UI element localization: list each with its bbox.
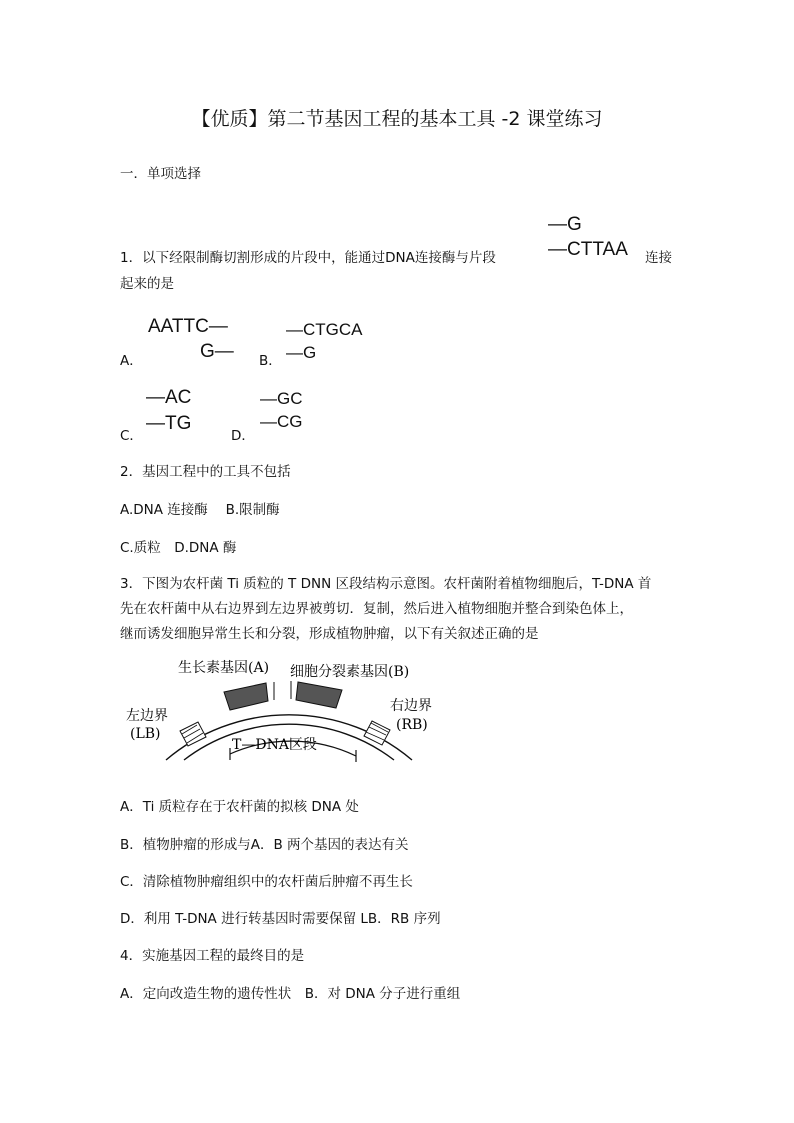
right-border-label: 右边界	[390, 698, 432, 714]
q3-option-b: B．植物肿瘤的形成与A．B 两个基因的表达有关	[120, 837, 409, 853]
q1-option-c-top: —AC	[146, 387, 192, 408]
left-border-abbr: (LB)	[130, 726, 161, 742]
gene-a-block	[224, 683, 268, 710]
page-title: 【优质】第二节基因工程的基本工具 -2 课堂练习	[191, 108, 603, 130]
gene-a-label: 生长素基因(A)	[178, 660, 270, 676]
q1-option-d-bottom: —CG	[260, 412, 303, 431]
q1-option-c-label: C．	[120, 428, 143, 444]
q2-options-line1: A.DNA 连接酶 B.限制酶	[120, 502, 280, 518]
q2-text: 2．基因工程中的工具不包括	[120, 464, 291, 480]
right-border-abbr: (RB)	[396, 717, 428, 733]
q1-option-b-top: —CTGCA	[286, 320, 363, 339]
q4-text: 4．实施基因工程的最终目的是	[120, 948, 305, 964]
q1-fragment-top: —G	[548, 214, 582, 235]
q3-text-line3: 继而诱发细胞异常生长和分裂，形成植物肿瘤，以下有关叙述正确的是	[120, 626, 539, 642]
q1-text-part2: 连接	[645, 250, 672, 266]
gene-b-block	[296, 682, 342, 708]
q1-option-a-label: A．	[120, 353, 143, 369]
q1-option-d-top: —GC	[260, 389, 303, 408]
ti-plasmid-diagram	[120, 652, 450, 764]
left-border-label: 左边界	[126, 708, 168, 724]
q1-text-part1: 1．以下经限制酶切割形成的片段中，能通过DNA连接酶与片段	[120, 250, 496, 266]
q4-options-line1: A．定向改造生物的遗传性状 B．对 DNA 分子进行重组	[120, 986, 461, 1002]
q1-option-c-bottom: —TG	[146, 413, 192, 434]
q3-text-line2: 先在农杆菌中从右边界到左边界被剪切．复制，然后进入植物细胞并整合到染色体上，	[120, 601, 633, 617]
q1-option-a-bottom: G—	[200, 341, 234, 362]
q1-fragment-bottom: —CTTAA	[548, 239, 628, 260]
q1-option-a-top: AATTC—	[148, 316, 228, 337]
q1-option-b-bottom: —G	[286, 343, 317, 362]
q3-option-a: A．Ti 质粒存在于农杆菌的拟核 DNA 处	[120, 799, 359, 815]
q2-options-line2: C.质粒 D.DNA 酶	[120, 540, 237, 556]
q1-option-b-label: B．	[259, 353, 282, 369]
section-heading: 一．单项选择	[120, 166, 201, 182]
q3-option-c: C．清除植物肿瘤组织中的农杆菌后肿瘤不再生长	[120, 874, 413, 890]
t-dna-region-label: T—DNA区段	[232, 737, 317, 753]
q1-option-d-label: D．	[231, 428, 255, 444]
gene-b-label: 细胞分裂素基因(B)	[290, 664, 410, 680]
q1-text-line2: 起来的是	[120, 276, 174, 292]
q3-option-d: D．利用 T-DNA 进行转基因时需要保留 LB．RB 序列	[120, 911, 441, 927]
q3-text-line1: 3．下图为农杆菌 Ti 质粒的 T DNN 区段结构示意图。农杆菌附着植物细胞后，T-DNA 首	[120, 576, 652, 592]
left-border-lb	[180, 722, 206, 746]
